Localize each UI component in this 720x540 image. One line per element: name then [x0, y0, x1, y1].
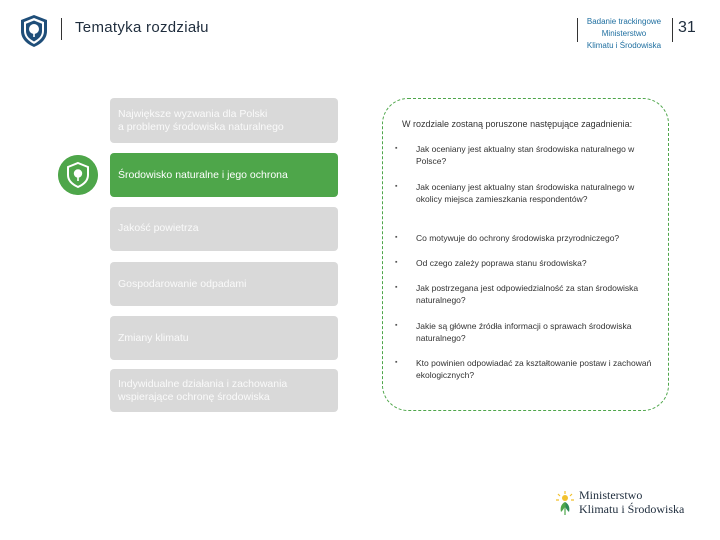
section-title: Tematyka rozdziału: [75, 19, 209, 36]
ministry-name-line: Ministerstwo: [579, 488, 643, 502]
shield-tree-icon: [20, 14, 48, 48]
page-number: 31: [678, 19, 696, 36]
question-text: Jak postrzegana jest odpowiedzialność za stan środowiska naturalnego?: [416, 283, 639, 305]
shield-tree-icon: [58, 155, 98, 195]
topic-challenges[interactable]: [110, 98, 338, 143]
title-divider: [61, 18, 62, 40]
question-item: [394, 181, 662, 205]
ministry-name-line: Klimatu i Środowiska: [579, 502, 685, 516]
study-name: [580, 16, 668, 52]
topic-label: Gospodarowanie odpadami: [118, 277, 247, 290]
bullet-icon: ▪: [395, 322, 398, 329]
bullet-icon: ▪: [395, 359, 398, 366]
study-name-line: Ministerstwo: [601, 29, 647, 38]
question-item: [394, 257, 662, 269]
question-item: [394, 232, 662, 244]
question-item: [394, 320, 662, 344]
topic-waste-management[interactable]: [110, 262, 338, 306]
question-text: Jakie są główne źródła informacji o sprawach środowiska naturalnego?: [416, 321, 632, 343]
bullet-icon: ▪: [395, 259, 398, 266]
question-text: Co motywuje do ochrony środowiska przyrodniczego?: [416, 233, 620, 243]
topic-label: Jakość powietrza: [118, 222, 199, 234]
question-text: Od czego zależy poprawa stanu środowiska?: [416, 258, 587, 268]
topic-label: Zmiany klimatu: [118, 331, 189, 344]
study-divider-right: [672, 18, 673, 42]
question-text: Kto powinien odpowiadać za kształtowanie postaw i zachowań ekologicznych?: [416, 358, 652, 380]
ministry-name: [579, 488, 684, 516]
study-name-line: Klimatu i Środowiska: [586, 41, 662, 50]
topic-air-quality[interactable]: [110, 207, 338, 251]
bullet-icon: ▪: [395, 183, 398, 190]
question-text: Jak oceniany jest aktualny stan środowiska naturalnego w okolicy miejsca zamieszkania respondentów?: [416, 182, 635, 204]
topic-label: Środowisko naturalne i jego ochrona: [118, 168, 288, 181]
topic-climate-change[interactable]: [110, 316, 338, 360]
bullet-icon: ▪: [395, 145, 398, 152]
topic-label: Indywidualne działania i zachowania wspierające ochronę środowiska: [118, 377, 288, 403]
topic-label: Największe wyzwania dla Polski a problemy środowiska naturalnego: [118, 107, 284, 133]
question-item: [394, 357, 662, 381]
ministry-emblem-icon: [555, 490, 575, 516]
bullet-icon: ▪: [395, 234, 398, 241]
question-text: Jak oceniany jest aktualny stan środowiska naturalnego w Polsce?: [416, 144, 635, 166]
question-item: [394, 282, 662, 306]
topic-individual-actions[interactable]: [110, 369, 338, 412]
study-name-line: Badanie trackingowe: [586, 17, 662, 26]
question-item: [394, 143, 662, 167]
topic-environment-protection[interactable]: [110, 153, 338, 197]
questions-intro: W rozdziale zostaną poruszone następujące zagadnienia:: [402, 119, 633, 129]
study-divider-left: [577, 18, 578, 42]
ministry-logo: [555, 488, 697, 520]
bullet-icon: ▪: [395, 284, 398, 291]
